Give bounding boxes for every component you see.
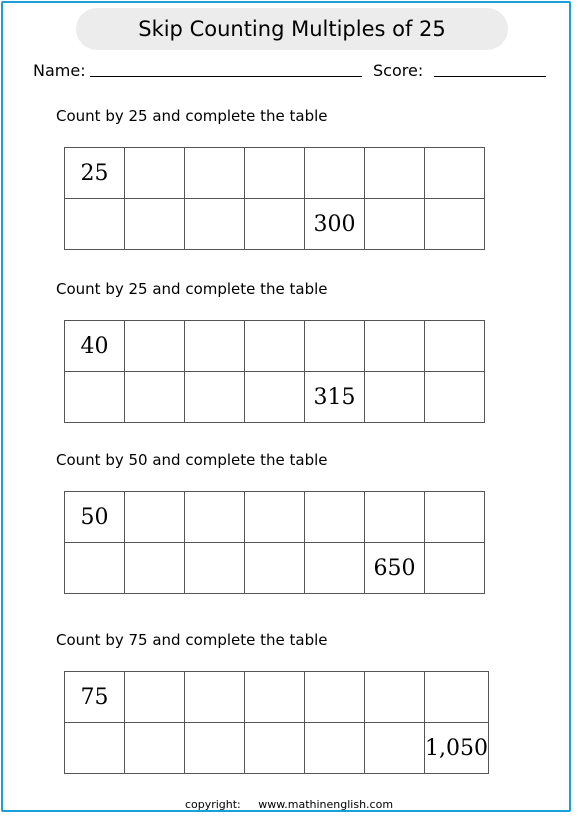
copyright-label: copyright:	[184, 798, 241, 811]
table-row	[65, 372, 485, 423]
table-cell[interactable]	[185, 723, 245, 774]
table-cell[interactable]	[65, 543, 125, 594]
score-field[interactable]	[434, 76, 546, 77]
name-field[interactable]	[90, 76, 362, 77]
exercise-instruction: Count by 25 and complete the table	[56, 107, 328, 125]
table-cell[interactable]	[125, 199, 185, 250]
table-cell[interactable]	[125, 148, 185, 199]
table-row	[65, 672, 489, 723]
table-cell[interactable]: 300	[305, 199, 365, 250]
table-cell[interactable]	[365, 321, 425, 372]
table-cell[interactable]	[425, 543, 485, 594]
table-cell[interactable]: 1,050	[425, 723, 489, 774]
table-cell[interactable]	[185, 199, 245, 250]
table-cell[interactable]	[125, 543, 185, 594]
table-cell[interactable]: 75	[65, 672, 125, 723]
table-cell[interactable]	[185, 148, 245, 199]
worksheet-title	[76, 8, 508, 50]
table-cell[interactable]: 25	[65, 148, 125, 199]
table-cell[interactable]	[245, 148, 305, 199]
table-cell[interactable]	[425, 321, 485, 372]
table-cell[interactable]	[125, 372, 185, 423]
table-cell[interactable]: 40	[65, 321, 125, 372]
table-cell[interactable]: 50	[65, 492, 125, 543]
table-cell[interactable]	[365, 672, 425, 723]
table-row	[65, 723, 489, 774]
table-row	[65, 321, 485, 372]
table-cell[interactable]	[65, 723, 125, 774]
exercise-table	[64, 671, 489, 774]
title-text: Skip Counting Multiples of 25	[138, 17, 446, 41]
table-cell[interactable]	[305, 672, 365, 723]
name-label: Name:	[33, 61, 86, 80]
exercise-instruction: Count by 50 and complete the table	[56, 451, 328, 469]
footer	[0, 798, 578, 811]
table-row	[65, 543, 485, 594]
table-cell[interactable]	[125, 672, 185, 723]
exercise-table	[64, 491, 485, 594]
table-cell[interactable]: 650	[365, 543, 425, 594]
table-row	[65, 492, 485, 543]
table-cell[interactable]	[65, 199, 125, 250]
table-cell[interactable]	[245, 199, 305, 250]
table-cell[interactable]	[185, 543, 245, 594]
table-cell[interactable]	[185, 321, 245, 372]
exercise-instruction: Count by 25 and complete the table	[56, 280, 328, 298]
table-cell[interactable]	[365, 148, 425, 199]
table-cell[interactable]	[425, 672, 489, 723]
table-cell[interactable]	[305, 321, 365, 372]
table-cell[interactable]	[125, 492, 185, 543]
exercise-instruction: Count by 75 and complete the table	[56, 631, 328, 649]
table-row	[65, 199, 485, 250]
table-cell[interactable]	[245, 672, 305, 723]
table-cell[interactable]	[245, 543, 305, 594]
exercise-table	[64, 320, 485, 423]
table-cell[interactable]	[365, 372, 425, 423]
table-cell[interactable]	[365, 723, 425, 774]
table-cell[interactable]	[305, 148, 365, 199]
table-cell[interactable]	[305, 543, 365, 594]
table-row	[65, 148, 485, 199]
table-cell[interactable]	[425, 199, 485, 250]
table-cell[interactable]	[245, 492, 305, 543]
table-cell[interactable]	[125, 723, 185, 774]
table-cell[interactable]	[365, 199, 425, 250]
table-cell[interactable]	[245, 723, 305, 774]
table-cell[interactable]	[305, 492, 365, 543]
table-cell[interactable]	[365, 492, 425, 543]
table-cell[interactable]	[425, 148, 485, 199]
score-label: Score:	[373, 61, 424, 80]
table-cell[interactable]	[245, 372, 305, 423]
table-cell[interactable]	[185, 372, 245, 423]
website-link[interactable]: www.mathinenglish.com	[258, 798, 394, 811]
table-cell[interactable]	[185, 492, 245, 543]
table-cell[interactable]	[125, 321, 185, 372]
table-cell[interactable]	[305, 723, 365, 774]
table-cell[interactable]	[425, 372, 485, 423]
table-cell[interactable]	[65, 372, 125, 423]
table-cell[interactable]	[185, 672, 245, 723]
exercise-table	[64, 147, 485, 250]
table-cell[interactable]: 315	[305, 372, 365, 423]
table-cell[interactable]	[425, 492, 485, 543]
table-cell[interactable]	[245, 321, 305, 372]
